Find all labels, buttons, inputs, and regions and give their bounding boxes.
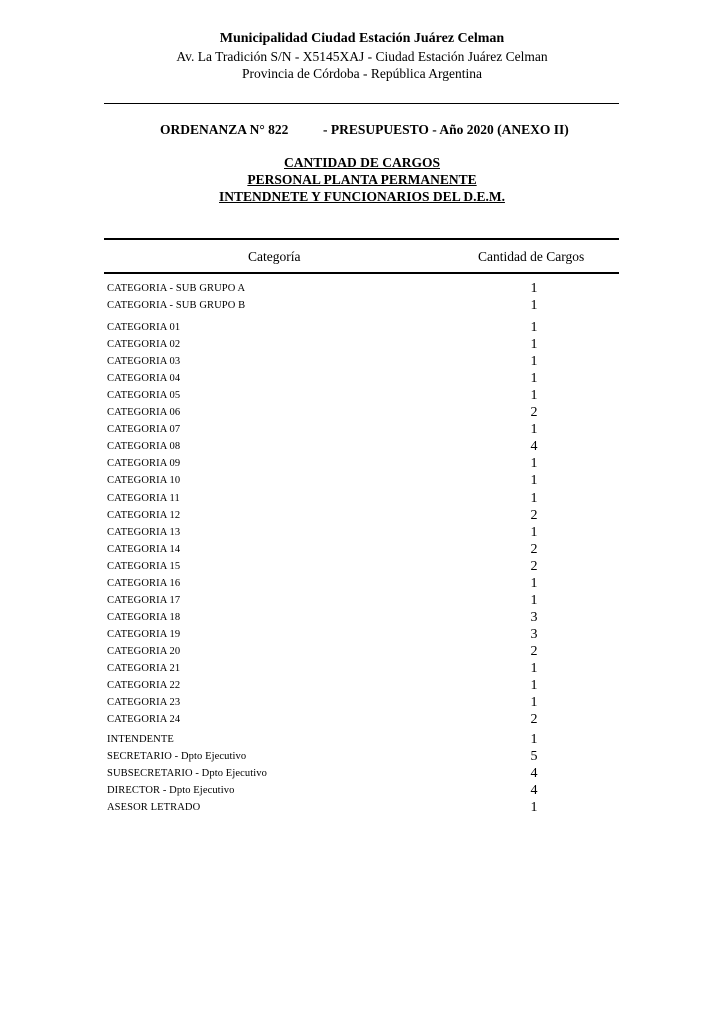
row-quantity: 1 (530, 473, 538, 489)
row-category: SUBSECRETARIO - Dpto Ejecutivo (107, 768, 267, 780)
title-personal-planta: PERSONAL PLANTA PERMANENTE (247, 172, 477, 187)
row-category: CATEGORIA 11 (107, 492, 180, 504)
row-quantity: 1 (530, 661, 538, 676)
row-category: CATEGORIA 09 (107, 458, 181, 470)
row-quantity: 1 (530, 337, 538, 353)
table-row (0, 281, 724, 298)
row-category: CATEGORIA 04 (107, 373, 181, 385)
row-quantity: 4 (530, 439, 538, 455)
row-quantity: 5 (530, 749, 538, 765)
row-quantity: 2 (530, 712, 538, 728)
row-quantity: 4 (530, 783, 538, 799)
row-quantity: 1 (530, 678, 538, 694)
row-category: CATEGORIA - SUB GRUPO B (107, 300, 246, 312)
row-category: CATEGORIA 10 (107, 475, 181, 487)
column-header-category: Categoría (248, 249, 301, 264)
table-row (0, 456, 724, 473)
table-row (0, 749, 724, 766)
row-category: CATEGORIA 01 (107, 322, 181, 333)
table-row (0, 542, 724, 559)
table-row (0, 439, 724, 456)
table-row (0, 593, 724, 610)
document-header (0, 30, 724, 82)
row-category: ASESOR LETRADO (107, 802, 201, 814)
municipality-address: Av. La Tradición S/N - X5145XAJ - Ciudad Estación Juárez Celman (176, 49, 548, 64)
row-category: CATEGORIA 16 (107, 577, 181, 589)
row-category: CATEGORIA 05 (107, 390, 181, 402)
row-category: CATEGORIA 03 (107, 356, 181, 368)
row-category: CATEGORIA 21 (107, 663, 181, 674)
row-category: CATEGORIA 22 (107, 680, 181, 692)
row-category: CATEGORIA 17 (107, 594, 181, 606)
table-row (0, 337, 724, 354)
row-quantity: 1 (530, 281, 538, 296)
row-category: CATEGORIA 19 (107, 628, 181, 640)
row-category: CATEGORIA 12 (107, 509, 181, 521)
row-quantity: 3 (530, 609, 538, 625)
ordinance-subject: - PRESUPUESTO - Año 2020 (ANEXO II) (323, 122, 569, 137)
table-row (0, 766, 724, 783)
table-row (0, 473, 724, 490)
row-quantity: 1 (530, 524, 538, 540)
document-titles (0, 154, 724, 205)
row-quantity: 1 (530, 422, 538, 438)
row-category: CATEGORIA 06 (107, 407, 181, 419)
table-row (0, 678, 724, 695)
row-quantity: 2 (530, 507, 538, 523)
row-quantity: 1 (530, 456, 538, 472)
row-category: CATEGORIA 18 (107, 611, 181, 623)
table-row (0, 371, 724, 388)
row-category: CATEGORIA 07 (107, 424, 181, 436)
row-quantity: 1 (530, 490, 538, 506)
table-row (0, 627, 724, 644)
table-row (0, 388, 724, 405)
row-quantity: 1 (530, 371, 538, 387)
table-row (0, 320, 724, 337)
table-row (0, 661, 724, 678)
row-quantity: 1 (530, 732, 538, 747)
table-row (0, 525, 724, 542)
row-category: CATEGORIA 02 (107, 339, 181, 351)
table-row (0, 354, 724, 371)
row-category: CATEGORIA 13 (107, 526, 181, 538)
table-row (0, 559, 724, 576)
row-category: CATEGORIA 14 (107, 543, 181, 555)
row-quantity: 4 (530, 766, 538, 782)
row-quantity: 2 (530, 405, 538, 421)
table-row (0, 491, 724, 508)
row-category: SECRETARIO - Dpto Ejecutivo (107, 751, 247, 763)
municipality-province: Provincia de Córdoba - República Argentina (241, 66, 483, 81)
table-header-rule (104, 272, 619, 274)
row-category: CATEGORIA 23 (107, 697, 181, 709)
table-row (0, 712, 724, 729)
row-quantity: 2 (530, 643, 538, 659)
table-row (0, 644, 724, 661)
row-quantity: 3 (530, 626, 538, 642)
row-quantity: 2 (530, 541, 538, 557)
row-category: CATEGORIA 24 (107, 714, 181, 726)
municipality-name: Municipalidad Ciudad Estación Juárez Celman (219, 31, 505, 46)
table-row (0, 576, 724, 593)
row-category: CATEGORIA - SUB GRUPO A (107, 283, 246, 294)
table-row (0, 695, 724, 712)
table-row (0, 800, 724, 817)
row-quantity: 1 (530, 354, 538, 370)
header-divider (104, 103, 619, 104)
title-cantidad-cargos: CANTIDAD DE CARGOS (283, 155, 440, 170)
row-category: CATEGORIA 15 (107, 560, 181, 572)
table-top-rule (104, 238, 619, 240)
table-row (0, 610, 724, 627)
table-row (0, 508, 724, 525)
row-quantity: 1 (530, 320, 538, 335)
row-category: DIRECTOR - Dpto Ejecutivo (107, 785, 235, 797)
row-quantity: 1 (530, 575, 538, 591)
row-quantity: 2 (530, 558, 538, 574)
ordinance-line (160, 122, 569, 138)
table-row (0, 405, 724, 422)
row-quantity: 1 (530, 592, 538, 608)
row-quantity: 1 (530, 695, 538, 711)
row-quantity: 1 (530, 388, 538, 404)
row-category: CATEGORIA 08 (107, 441, 181, 453)
row-quantity: 1 (530, 298, 538, 314)
ordinance-number: ORDENANZA N° 822 (160, 122, 289, 137)
title-intendente-funcionarios: INTENDNETE Y FUNCIONARIOS DEL D.E.M. (219, 189, 505, 204)
table-row (0, 783, 724, 800)
row-category: CATEGORIA 20 (107, 645, 181, 657)
table-row (0, 298, 724, 315)
table-row (0, 422, 724, 439)
column-header-quantity: Cantidad de Cargos (478, 249, 585, 264)
table-row (0, 732, 724, 749)
row-quantity: 1 (530, 800, 538, 816)
row-category: INTENDENTE (107, 734, 174, 745)
